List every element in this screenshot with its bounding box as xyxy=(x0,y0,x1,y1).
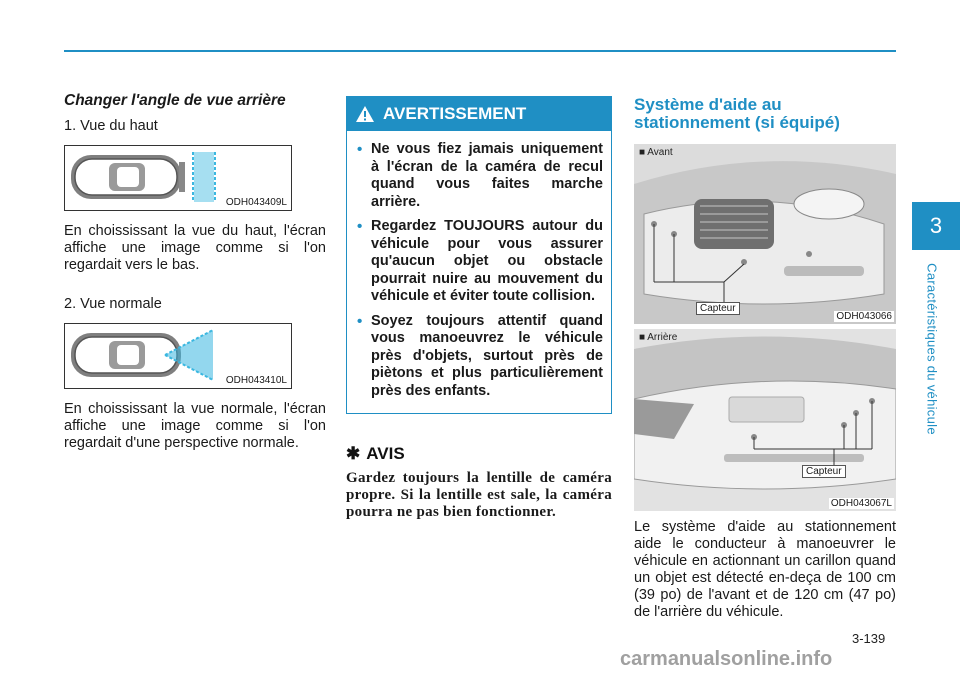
photo-label-rear: ■ Arrière xyxy=(639,332,678,343)
header-rule xyxy=(64,50,896,52)
warning-item xyxy=(355,313,603,401)
chapter-label xyxy=(922,254,942,444)
view-item-2: 2. Vue normale xyxy=(64,296,162,312)
top-view-figure xyxy=(64,145,292,211)
figure-code: ODH043410L xyxy=(225,375,287,386)
avis-heading xyxy=(346,444,612,464)
watermark: carmanualsonline.info xyxy=(620,648,833,670)
section-title: Système d'aide au stationnement (si équipé) xyxy=(634,95,840,132)
normal-view-description: En choississant la vue normale, l'écran affiche une image comme si l'on regardait d'une perspective normale. xyxy=(64,401,326,451)
photo-label-front: ■ Avant xyxy=(639,147,673,158)
normal-view-figure xyxy=(64,323,292,389)
rear-car-illustration xyxy=(634,329,896,511)
warning-item-text: Soyez toujours attentif quand vous manoeuvrez le véhicule près d'objets, surtout près de piètons et plus particulièrement près des enfants. xyxy=(371,312,603,399)
warning-list xyxy=(347,131,611,413)
warning-box xyxy=(346,96,612,414)
left-column xyxy=(64,92,326,452)
figure-code: ODH043066 xyxy=(836,311,892,322)
avis-text: Gardez toujours la lentille de caméra propre. Si la lentille est sale, la caméra pourra ne pas bien fonctionner. xyxy=(346,470,612,520)
warning-item-text: Regardez TOUJOURS autour du véhicule pour vous assurer qu'aucun objet ou obstacle pourrait nuire au mouvement du véhicule et éviter toute collision. xyxy=(371,218,603,304)
bullet-icon: • xyxy=(357,141,363,158)
sensor-callout: Capteur xyxy=(696,302,740,315)
figure-code: ODH043409L xyxy=(225,197,287,208)
rear-sensor-photo xyxy=(634,329,896,511)
right-column xyxy=(634,94,896,621)
parking-assist-description: Le système d'aide au stationnement aide le conducteur à manoeuvrer le véhicule en actionnant un carillon quand un objet est détecté en-deça de 100 cm (39 po) de l'avant et de 120 cm (47 po) de l'arrière du véhicule. xyxy=(634,519,896,620)
section-subtitle: Changer l'angle de vue arrière xyxy=(64,92,286,109)
warning-triangle-icon xyxy=(355,105,375,123)
front-car-illustration xyxy=(634,144,896,324)
asterisk-icon: ✱ xyxy=(346,444,361,463)
front-sensor-photo xyxy=(634,144,896,324)
bullet-icon: • xyxy=(357,218,363,235)
warning-item xyxy=(355,218,603,306)
sensor-callout: Capteur xyxy=(802,465,846,478)
avis-title: AVIS xyxy=(366,444,405,463)
page-number: 3-139 xyxy=(852,631,886,646)
warning-item xyxy=(355,141,603,211)
view-item-1: 1. Vue du haut xyxy=(64,118,158,134)
warning-title: AVERTISSEMENT xyxy=(383,104,527,123)
warning-header xyxy=(347,97,611,131)
bullet-icon: • xyxy=(357,312,363,330)
middle-column xyxy=(346,96,612,521)
figure-code: ODH043067L xyxy=(830,498,892,509)
warning-item-text: Ne vous fiez jamais uniquement à l'écran de la caméra de recul quand vous faites marche arrière. xyxy=(371,141,603,210)
chapter-label-text: Caractéristiques du véhicule xyxy=(924,263,940,435)
chapter-tab: 3 xyxy=(912,202,960,250)
top-view-description: En choississant la vue du haut, l'écran affiche une image comme si l'on regardait vers le bas. xyxy=(64,223,326,273)
